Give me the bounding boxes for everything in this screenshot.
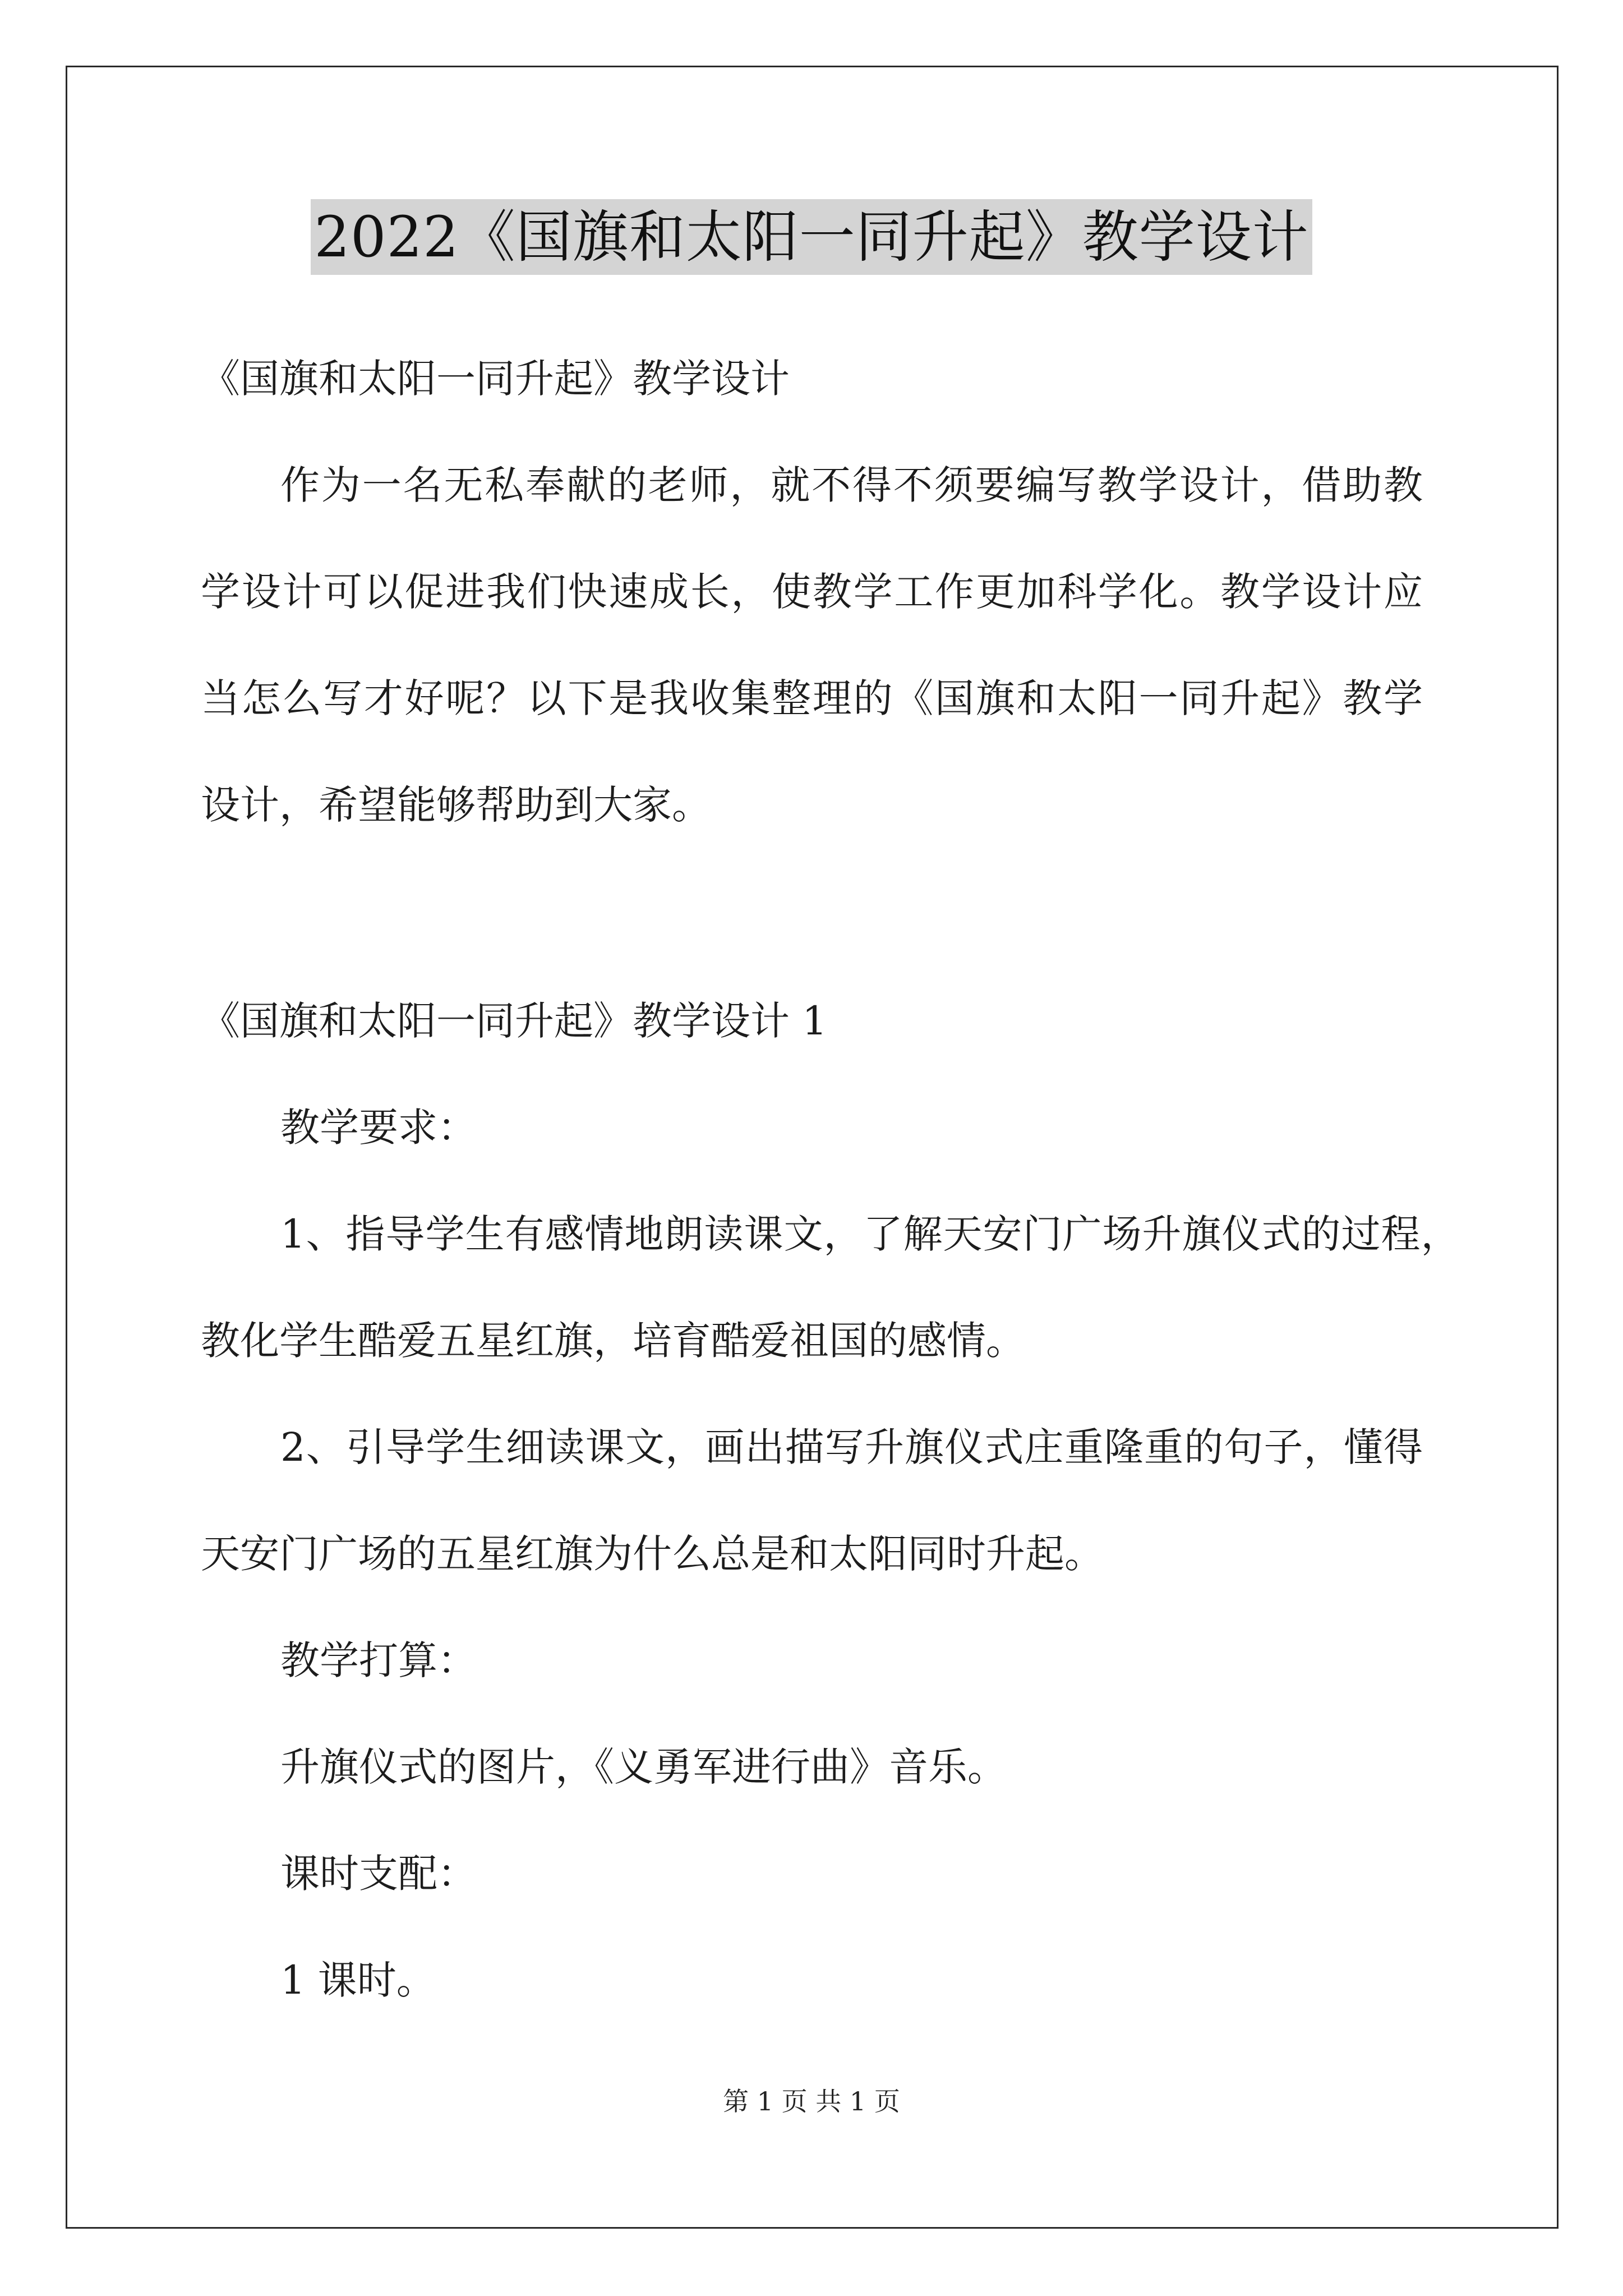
- schedule-text: 1 课时。: [280, 1957, 436, 2003]
- page-footer: 第 1 页 共 1 页: [723, 2086, 900, 2116]
- section-heading: 《国旗和太阳一同升起》教学设计 1: [201, 998, 827, 1044]
- requirement-2-line-2: 天安门广场的五星红旗为什么总是和太阳同时升起。: [201, 1531, 1104, 1577]
- requirement-1-line-1: 1、指导学生有感情地朗读课文，了解天安门广场升旗仪式的过程，: [280, 1211, 1461, 1257]
- intro-line-3: 当怎么写才好呢？以下是我收集整理的《国旗和太阳一同升起》教学: [201, 675, 1423, 721]
- requirements-label: 教学要求：: [280, 1105, 477, 1151]
- intro-line-4: 设计，希望能够帮助到大家。: [201, 782, 711, 828]
- preparation-label: 教学打算：: [280, 1637, 477, 1683]
- document-title: 2022《国旗和太阳一同升起》教学设计: [311, 199, 1312, 275]
- requirement-1-line-2: 教化学生酷爱五星红旗，培育酷爱祖国的感情。: [201, 1318, 1025, 1364]
- requirement-2-line-1: 2、引导学生细读课文，画出描写升旗仪式庄重隆重的句子，懂得: [280, 1424, 1423, 1470]
- document-subtitle: 《国旗和太阳一同升起》教学设计: [201, 356, 790, 402]
- preparation-text: 升旗仪式的图片，《义勇军进行曲》音乐。: [280, 1744, 1007, 1790]
- title-container: [0, 199, 1623, 275]
- intro-line-1: 作为一名无私奉献的老师，就不得不须要编写教学设计，借助教: [280, 462, 1423, 508]
- schedule-label: 课时支配：: [280, 1851, 477, 1897]
- intro-line-2: 学设计可以促进我们快速成长，使教学工作更加科学化。教学设计应: [201, 569, 1423, 615]
